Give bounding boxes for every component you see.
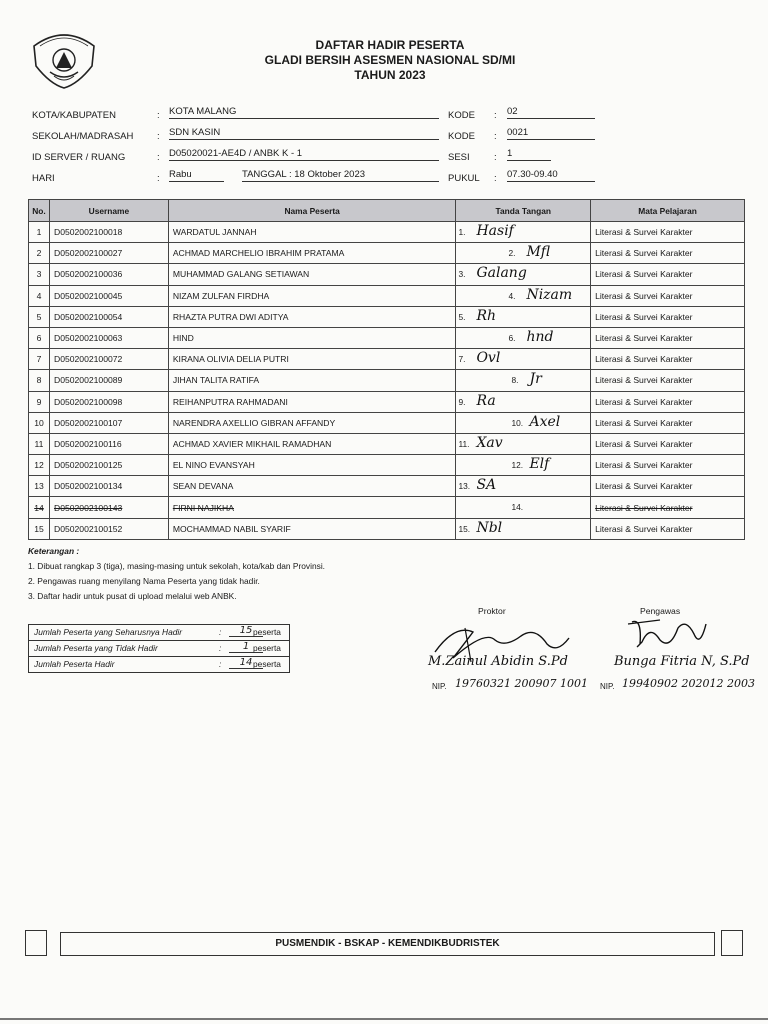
row-name: KIRANA OLIVIA DELIA PUTRI bbox=[168, 349, 456, 370]
summary-unit: peserta bbox=[253, 659, 281, 669]
row-username: D0502002100063 bbox=[49, 327, 168, 348]
handwritten-signature: Nbl bbox=[476, 519, 503, 536]
row-username: D0502002100036 bbox=[49, 264, 168, 285]
summary-unit: peserta bbox=[253, 627, 281, 637]
row-subject: Literasi & Survei Karakter bbox=[591, 306, 745, 327]
row-number: 13 bbox=[29, 476, 50, 497]
row-name: JIHAN TALITA RATIFA bbox=[168, 370, 456, 391]
summary-label: Jumlah Peserta Hadir bbox=[34, 659, 115, 669]
row-number: 3 bbox=[29, 264, 50, 285]
handwritten-signature: hnd bbox=[526, 328, 554, 345]
signature-number: 10. bbox=[511, 417, 524, 428]
row-name: NIZAM ZULFAN FIRDHA bbox=[168, 285, 456, 306]
row-name: RHAZTA PUTRA DWI ADITYA bbox=[168, 306, 456, 327]
row-number: 15 bbox=[29, 518, 50, 539]
table-row bbox=[29, 264, 745, 285]
row-username: D0502002100027 bbox=[49, 243, 168, 264]
attendance-table bbox=[28, 199, 745, 540]
table-body bbox=[29, 222, 745, 540]
row-number: 8 bbox=[29, 370, 50, 391]
notes-block bbox=[28, 544, 325, 604]
pengawas-label: Pengawas bbox=[640, 606, 681, 616]
row-name: MUHAMMAD GALANG SETIAWAN bbox=[168, 264, 456, 285]
signature-number: 15. bbox=[458, 523, 471, 534]
title-line-1: DAFTAR HADIR PESERTA bbox=[315, 38, 465, 52]
row-name: HIND bbox=[168, 327, 456, 348]
row-signature bbox=[456, 264, 591, 285]
row-signature bbox=[456, 349, 591, 370]
row-subject: Literasi & Survei Karakter bbox=[591, 370, 745, 391]
handwritten-signature: Ovl bbox=[476, 350, 501, 367]
signature-number: 6. bbox=[508, 332, 516, 343]
signature-number: 7. bbox=[458, 354, 466, 365]
colon: : bbox=[494, 131, 497, 142]
sekolah-label: SEKOLAH/MADRASAH bbox=[32, 131, 134, 142]
row-subject: Literasi & Survei Karakter bbox=[591, 243, 745, 264]
table-row bbox=[29, 243, 745, 264]
row-username: D0502002100134 bbox=[49, 476, 168, 497]
colon: : bbox=[219, 627, 222, 637]
row-name: NARENDRA AXELLIO GIBRAN AFFANDY bbox=[168, 412, 456, 433]
row-number: 11 bbox=[29, 433, 50, 454]
footer-left-box bbox=[25, 930, 47, 956]
pengawas-signature bbox=[620, 614, 720, 658]
row-name: WARDATUL JANNAH bbox=[168, 222, 456, 243]
server-value: D05020021-AE4D / ANBK K - 1 bbox=[169, 148, 439, 161]
document-title bbox=[160, 38, 620, 83]
table-row bbox=[29, 497, 745, 518]
table-row bbox=[29, 518, 745, 539]
handwritten-signature: Jr bbox=[529, 371, 542, 388]
sesi-label: SESI bbox=[448, 152, 470, 163]
row-signature bbox=[456, 455, 591, 476]
signature-number: 3. bbox=[458, 269, 466, 280]
colon: : bbox=[157, 173, 160, 184]
table-row bbox=[29, 455, 745, 476]
row-username: D0502002100143 bbox=[49, 497, 168, 518]
pengawas-nip-label: NIP. bbox=[600, 682, 615, 691]
colon: : bbox=[494, 173, 497, 184]
proktor-nip-label: NIP. bbox=[432, 682, 447, 691]
summary-row bbox=[29, 657, 289, 672]
note-item: 1. Dibuat rangkap 3 (tiga), masing-masing untuk sekolah, kota/kab dan Provinsi. bbox=[28, 561, 326, 571]
table-row bbox=[29, 433, 745, 454]
handwritten-signature: Axel bbox=[529, 413, 561, 430]
signature-number: 11. bbox=[458, 438, 470, 449]
signature-number: 8. bbox=[511, 375, 519, 386]
handwritten-signature: Xav bbox=[476, 434, 503, 451]
footer-right-box bbox=[721, 930, 743, 956]
note-item: 3. Daftar hadir untuk pusat di upload melalui web ANBK. bbox=[28, 591, 237, 601]
row-number: 12 bbox=[29, 455, 50, 476]
summary-label: Jumlah Peserta yang Tidak Hadir bbox=[34, 643, 158, 653]
signature-number: 4. bbox=[508, 290, 516, 301]
row-username: D0502002100054 bbox=[49, 306, 168, 327]
colon: : bbox=[157, 131, 160, 142]
table-header-row bbox=[29, 200, 745, 222]
summary-box bbox=[28, 624, 290, 673]
row-subject: Literasi & Survei Karakter bbox=[591, 518, 745, 539]
sesi-value: 1 bbox=[507, 148, 551, 161]
row-username: D0502002100089 bbox=[49, 370, 168, 391]
signature-number: 2. bbox=[508, 248, 516, 259]
header-nama-peserta: Nama Peserta bbox=[168, 200, 456, 222]
title-line-2: GLADI BERSIH ASESMEN NASIONAL SD/MI bbox=[264, 53, 516, 67]
row-username: D0502002100018 bbox=[49, 222, 168, 243]
row-name: REIHANPUTRA RAHMADANI bbox=[168, 391, 456, 412]
row-username: D0502002100125 bbox=[49, 455, 168, 476]
row-subject: Literasi & Survei Karakter bbox=[591, 264, 745, 285]
row-subject: Literasi & Survei Karakter bbox=[591, 222, 745, 243]
signature-number: 13. bbox=[458, 481, 471, 492]
tanggal-value: TANGGAL : 18 Oktober 2023 bbox=[242, 169, 439, 182]
signature-number: 12. bbox=[511, 460, 524, 471]
row-number: 6 bbox=[29, 327, 50, 348]
row-signature bbox=[456, 327, 591, 348]
row-signature bbox=[456, 370, 591, 391]
summary-value: 14 bbox=[229, 657, 263, 669]
row-signature bbox=[456, 285, 591, 306]
table-row bbox=[29, 391, 745, 412]
row-username: D0502002100116 bbox=[49, 433, 168, 454]
page-edge bbox=[0, 1018, 768, 1020]
pengawas-name: Bunga Fitria N, S.Pd bbox=[614, 654, 750, 669]
proktor-nip: 19760321 200907 1001 bbox=[455, 677, 588, 690]
row-signature bbox=[456, 412, 591, 433]
signature-number: 14. bbox=[511, 502, 524, 513]
row-subject: Literasi & Survei Karakter bbox=[591, 285, 745, 306]
hari-label: HARI bbox=[32, 173, 55, 184]
header-tanda-tangan: Tanda Tangan bbox=[456, 200, 591, 222]
row-username: D0502002100045 bbox=[49, 285, 168, 306]
row-signature bbox=[456, 476, 591, 497]
summary-value: 15 bbox=[229, 625, 263, 637]
row-number: 7 bbox=[29, 349, 50, 370]
handwritten-signature: Hasif bbox=[476, 223, 514, 239]
table-row bbox=[29, 370, 745, 391]
row-subject: Literasi & Survei Karakter bbox=[591, 391, 745, 412]
row-signature bbox=[456, 391, 591, 412]
row-signature bbox=[456, 243, 591, 264]
row-subject: Literasi & Survei Karakter bbox=[591, 433, 745, 454]
title-line-3: TAHUN 2023 bbox=[354, 68, 426, 82]
kode-label: KODE bbox=[448, 110, 475, 121]
proktor-name: M.Zainul Abidin S.Pd bbox=[428, 654, 568, 669]
table-row bbox=[29, 285, 745, 306]
row-signature bbox=[456, 497, 591, 518]
row-name: MOCHAMMAD NABIL SYARIF bbox=[168, 518, 456, 539]
header-no: No. bbox=[29, 200, 50, 222]
server-label: ID SERVER / RUANG bbox=[32, 152, 126, 163]
kode-label-2: KODE bbox=[448, 131, 475, 142]
row-signature bbox=[456, 222, 591, 243]
handwritten-signature: SA bbox=[476, 477, 497, 494]
tut-wuri-handayani-logo bbox=[28, 26, 100, 90]
row-name: ACHMAD XAVIER MIKHAIL RAMADHAN bbox=[168, 433, 456, 454]
colon: : bbox=[494, 110, 497, 121]
kode-value: 02 bbox=[507, 106, 595, 119]
row-subject: Literasi & Survei Karakter bbox=[591, 412, 745, 433]
row-subject: Literasi & Survei Karakter bbox=[591, 476, 745, 497]
row-username: D0502002100107 bbox=[49, 412, 168, 433]
handwritten-signature: Nizam bbox=[526, 286, 573, 303]
table-row bbox=[29, 327, 745, 348]
row-name: SEAN DEVANA bbox=[168, 476, 456, 497]
colon: : bbox=[157, 152, 160, 163]
table-row bbox=[29, 306, 745, 327]
colon: : bbox=[219, 643, 222, 653]
note-item: 2. Pengawas ruang menyilang Nama Peserta yang tidak hadir. bbox=[28, 576, 260, 586]
summary-unit: peserta bbox=[253, 643, 281, 653]
row-number: 1 bbox=[29, 222, 50, 243]
row-signature bbox=[456, 518, 591, 539]
handwritten-signature: Elf bbox=[529, 456, 550, 473]
row-subject: Literasi & Survei Karakter bbox=[591, 455, 745, 476]
pukul-value: 07.30-09.40 bbox=[507, 169, 595, 182]
row-signature bbox=[456, 433, 591, 454]
colon: : bbox=[157, 110, 160, 121]
signature-number: 5. bbox=[458, 311, 466, 322]
handwritten-signature: Rh bbox=[476, 307, 497, 324]
row-username: D0502002100098 bbox=[49, 391, 168, 412]
row-subject: Literasi & Survei Karakter bbox=[591, 349, 745, 370]
table-row bbox=[29, 476, 745, 497]
signature-number: 1. bbox=[458, 227, 466, 237]
footer-text: PUSMENDIK - BSKAP - KEMENDIKBUDRISTEK bbox=[60, 932, 715, 956]
row-name: EL NINO EVANSYAH bbox=[168, 455, 456, 476]
row-name: ACHMAD MARCHELIO IBRAHIM PRATAMA bbox=[168, 243, 456, 264]
table-row bbox=[29, 222, 745, 243]
notes-title: Keterangan : bbox=[28, 546, 80, 556]
row-username: D0502002100072 bbox=[49, 349, 168, 370]
kota-label: KOTA/KABUPATEN bbox=[32, 110, 116, 121]
kode-value-2: 0021 bbox=[507, 127, 595, 140]
colon: : bbox=[494, 152, 497, 163]
summary-row bbox=[29, 641, 289, 657]
row-subject: Literasi & Survei Karakter bbox=[591, 327, 745, 348]
pengawas-nip: 19940902 202012 2003 bbox=[622, 677, 755, 690]
table-row bbox=[29, 412, 745, 433]
colon: : bbox=[219, 659, 222, 669]
row-signature bbox=[456, 306, 591, 327]
signature-number: 9. bbox=[458, 396, 466, 407]
pukul-label: PUKUL bbox=[448, 173, 480, 184]
header-mata-pelajaran: Mata Pelajaran bbox=[591, 200, 745, 222]
row-number: 4 bbox=[29, 285, 50, 306]
handwritten-signature: Ra bbox=[476, 392, 496, 409]
summary-value: 1 bbox=[229, 641, 263, 653]
row-number: 10 bbox=[29, 412, 50, 433]
header-username: Username bbox=[49, 200, 168, 222]
row-subject: Literasi & Survei Karakter bbox=[591, 497, 745, 518]
row-number: 9 bbox=[29, 391, 50, 412]
row-name: FIRNI NAJIKHA bbox=[168, 497, 456, 518]
row-username: D0502002100152 bbox=[49, 518, 168, 539]
row-number: 14 bbox=[29, 497, 50, 518]
summary-row bbox=[29, 625, 289, 641]
row-number: 2 bbox=[29, 243, 50, 264]
row-number: 5 bbox=[29, 306, 50, 327]
kota-value: KOTA MALANG bbox=[169, 106, 439, 119]
table-row bbox=[29, 349, 745, 370]
summary-label: Jumlah Peserta yang Seharusnya Hadir bbox=[34, 627, 183, 637]
sekolah-value: SDN KASIN bbox=[169, 127, 439, 140]
handwritten-signature: Galang bbox=[476, 265, 527, 282]
handwritten-signature: Mfl bbox=[526, 244, 551, 261]
proktor-label: Proktor bbox=[478, 606, 506, 616]
hari-value: Rabu bbox=[169, 169, 224, 182]
